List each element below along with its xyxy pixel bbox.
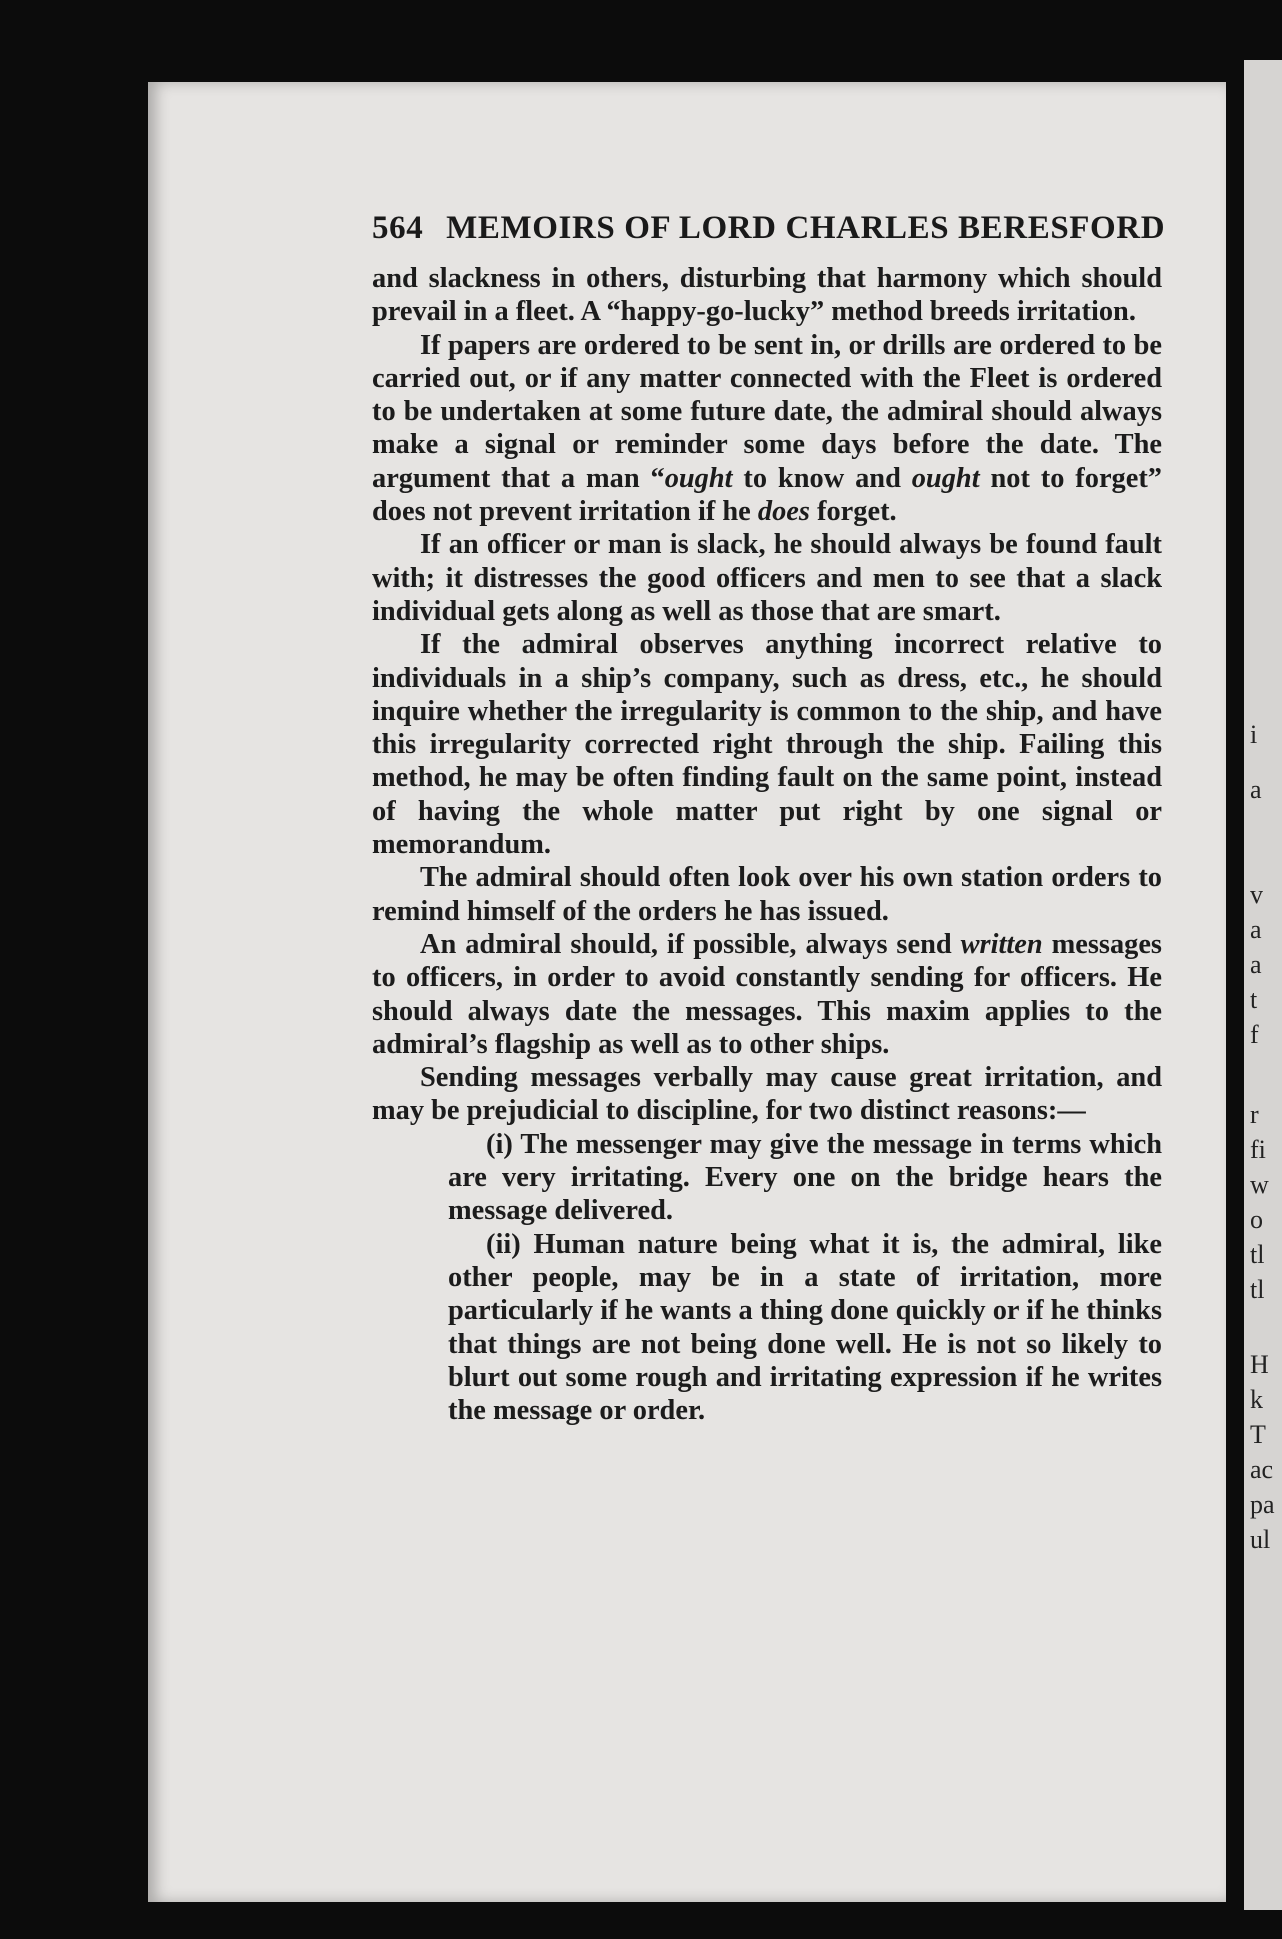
- facing-text-fragment: a: [1250, 775, 1262, 804]
- text-run: forget.: [809, 496, 897, 528]
- text-run: not to forget” does not prevent irritation if he: [372, 462, 1162, 528]
- paragraph: [372, 928, 1162, 1061]
- list-item: (i) The messenger may give the message in terms which are very irritating. Every one on the bridge hears the message delivered.: [448, 1128, 1162, 1227]
- facing-text-fragment: a: [1250, 915, 1262, 944]
- paragraph: The admiral should often look over his own station orders to remind himself of the orders he has issued.: [372, 862, 1162, 927]
- facing-text-fragment: w: [1250, 1170, 1269, 1199]
- facing-text-fragment: o: [1250, 1205, 1263, 1234]
- facing-text-fragment: r: [1250, 1100, 1259, 1129]
- facing-text-fragment: t: [1250, 985, 1258, 1014]
- italic-run: ought: [664, 462, 733, 494]
- italic-run: written: [960, 928, 1043, 960]
- text-run: messages to officers, in order to avoid constantly sending for officers. He should always date the messages. This maxim applies to the admiral’s flagship as well as to other ships.: [372, 928, 1162, 1060]
- facing-text-fragment: f: [1250, 1020, 1259, 1049]
- facing-text-fragment: pa: [1250, 1490, 1275, 1519]
- paragraph: If an officer or man is slack, he should always be found fault with; it distresses the good officers and men to see that a slack individual gets along as well as those that are smart.: [372, 529, 1162, 627]
- paragraph: If the admiral observes anything incorrect relative to individuals in a ship’s company, such as dress, etc., he should inquire whether the irregularity is common to the ship, and have this irregularity corrected right through the ship. Failing this method, he may be often finding fault on the same point, instead of having the whole matter put right by one signal or memorandum.: [372, 629, 1162, 861]
- facing-text-fragment: tl: [1250, 1240, 1265, 1269]
- paragraph: [372, 329, 1162, 529]
- italic-run: ought: [911, 462, 980, 494]
- text-run: An admiral should, if possible, always send: [420, 928, 961, 960]
- page-number: 564: [372, 210, 424, 246]
- facing-text-fragment: tl: [1250, 1275, 1265, 1304]
- facing-text-fragment: T: [1250, 1420, 1266, 1449]
- facing-text-fragment: ac: [1250, 1455, 1274, 1484]
- facing-text-fragment: v: [1250, 880, 1263, 909]
- facing-text-fragment: fi: [1250, 1135, 1266, 1164]
- body-text: [372, 262, 1162, 1427]
- running-head: MEMOIRS OF LORD CHARLES BERESFORD: [446, 210, 1166, 246]
- paragraph: and slackness in others, disturbing that harmony which should prevail in a fleet. A “happy-go-lucky” method breeds irritation.: [372, 263, 1162, 328]
- text-run: If papers are ordered to be sent in, or drills are ordered to be carried out, or if any matter connected with the Fleet is ordered to be undertaken at some future date, the admiral should always make a signal or reminder some days before the date. The argument that a man “: [372, 329, 1162, 494]
- facing-text-fragment: ul: [1250, 1525, 1271, 1554]
- italic-run: does: [757, 496, 810, 528]
- facing-text-fragment: i: [1250, 720, 1258, 749]
- facing-page-edge: [1244, 60, 1282, 1910]
- facing-text-fragment: H: [1250, 1350, 1269, 1379]
- paragraph: Sending messages verbally may cause great irritation, and may be prejudicial to discipline, for two distinct reasons:—: [372, 1062, 1162, 1127]
- list-item: (ii) Human nature being what it is, the admiral, like other people, may be in a state of irritation, more particularly if he wants a thing done quickly or if he thinks that things are not being done well. He is not so likely to blurt out some rough and irritating expression if he writes the message or order.: [448, 1228, 1162, 1427]
- text-run: to know and: [732, 462, 912, 494]
- facing-text-fragment: a: [1250, 950, 1262, 979]
- page-header: [372, 210, 1166, 247]
- facing-text-fragment: k: [1250, 1385, 1263, 1414]
